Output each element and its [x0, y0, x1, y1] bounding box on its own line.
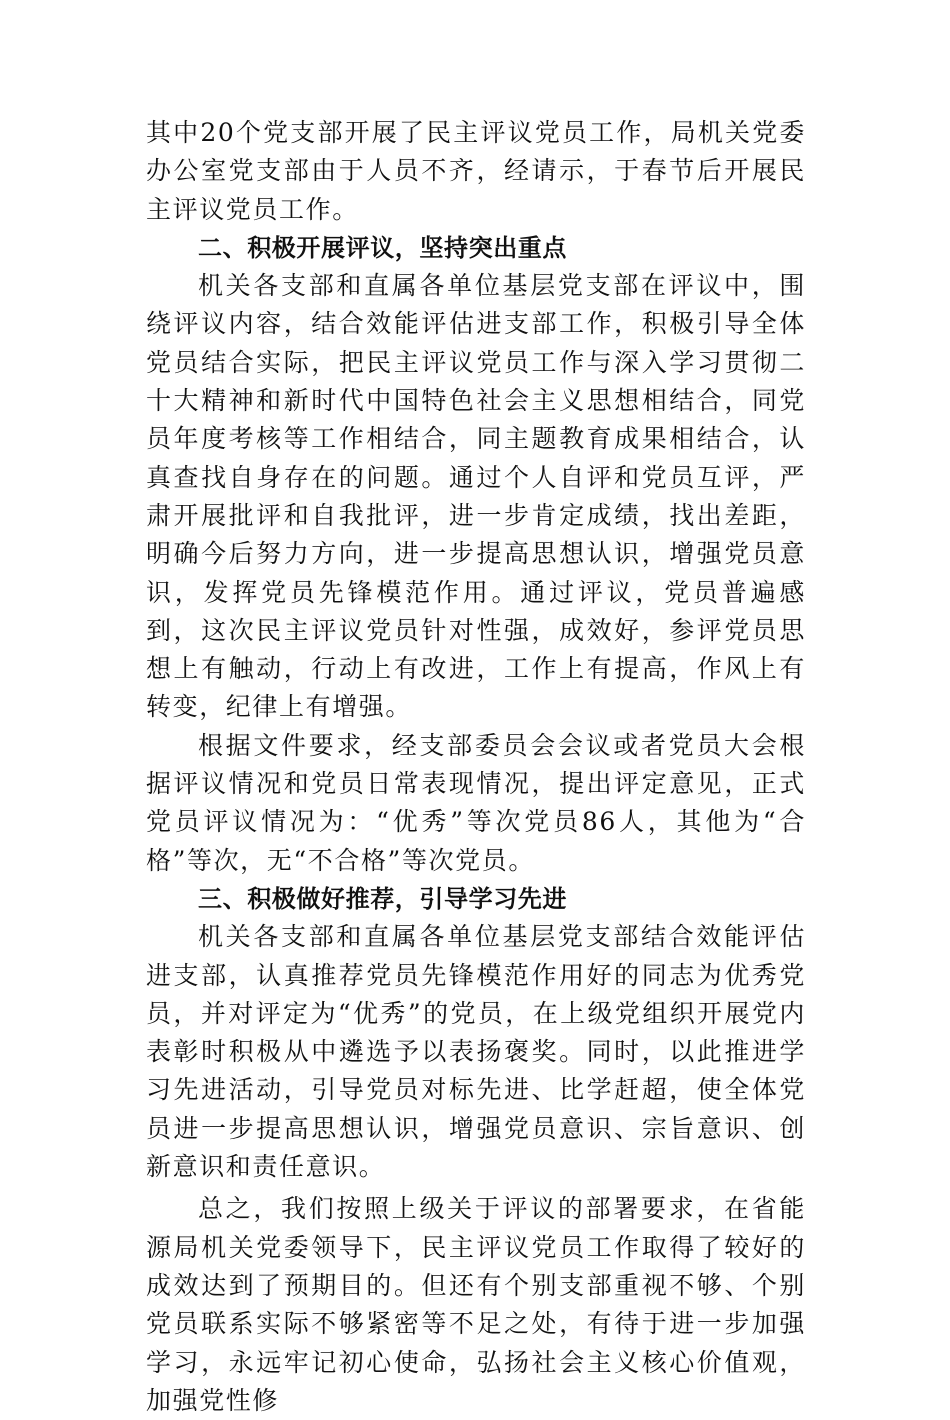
- paragraph-recommendation: 机关各支部和直属各单位基层党支部结合效能评估进支部，认真推荐党员先锋模范作用好的同志为优秀党员，并对评定为“优秀”的党员，在上级党组织开展党内表彰时积极从中遴选予以表扬褒奖。同时，以此推进学习先进活动，引导党员对标先进、比学赶超，使全体党员进一步提高思想认识，增强党员意识、宗旨意识、创新意识和责任意识。: [146, 922, 806, 1182]
- paragraph-summary: 总之，我们按照上级关于评议的部署要求，在省能源局机关党委领导下，民主评议党员工作取得了较好的成效达到了预期目的。但还有个别支部重视不够、个别党员联系实际不够紧密等不足之处，有待于进一步加强学习，永远牢记初心使命，弘扬社会主义核心价值观，加强党性修: [146, 1194, 806, 1415]
- paragraph-evaluation-process: 机关各支部和直属各单位基层党支部在评议中，围绕评议内容，结合效能评估进支部工作，积极引导全体党员结合实际，把民主评议党员工作与深入学习贯彻二十大精神和新时代中国特色社会主义思想相结合，同党员年度考核等工作相结合，同主题教育成果相结合，认真查找自身存在的问题。通过个人自评和党员互评，严肃开展批评和自我批评，进一步肯定成绩，找出差距，明确今后努力方向，进一步提高思想认识，增强党员意识，发挥党员先锋模范作用。通过评议，党员普遍感到，这次民主评议党员针对性强，成效好，参评党员思想上有触动，行动上有改进，工作上有提高，作风上有转变，纪律上有增强。: [146, 271, 806, 722]
- section-heading-3: 三、积极做好推荐，引导学习先进: [198, 884, 567, 913]
- paragraph-evaluation-results: 根据文件要求，经支部委员会会议或者党员大会根据评议情况和党员日常表现情况，提出评定意见，正式党员评议情况为：“优秀”等次党员86人，其他为“合格”等次，无“不合格”等次党员。: [146, 730, 806, 875]
- document-body: [146, 114, 806, 1420]
- paragraph-continuation: 其中20个党支部开展了民主评议党员工作，局机关党委办公室党支部由于人员不齐，经请示，于春节后开展民主评议党员工作。: [146, 118, 806, 224]
- section-heading-2: 二、积极开展评议，坚持突出重点: [198, 233, 567, 262]
